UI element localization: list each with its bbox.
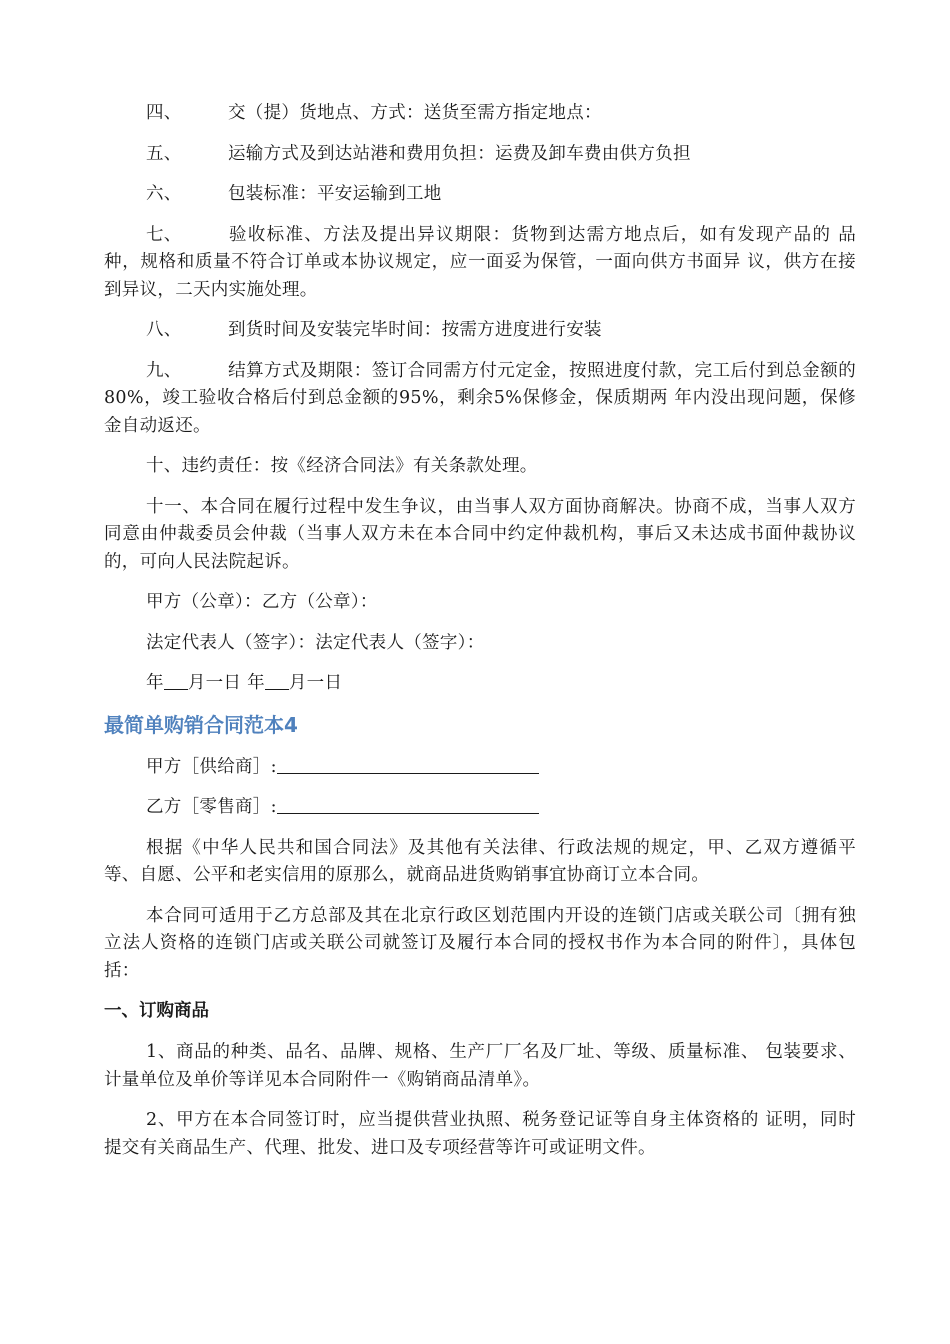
scope-paragraph: 本合同可适用于乙方总部及其在北京行政区划范围内开设的连锁门店或关联公司〔拥有独立法人资格的连锁门店或关联公司就签订及履行本合同的授权书作为本合同的附件〕，具体包括： bbox=[104, 905, 856, 981]
clause-6 bbox=[104, 181, 856, 209]
clause-number: 五、 bbox=[146, 143, 182, 164]
clause-11: 十一、本合同在履行过程中发生争议，由当事人双方面协商解决。协商不成，当事人双方同意由仲裁委员会仲裁（当事人双方未在本合同中约定仲裁机构，事后又未达成书面仲裁协议的，可向人民法院起诉。 bbox=[104, 496, 856, 572]
clause-4 bbox=[104, 100, 856, 128]
blank-line bbox=[277, 755, 539, 774]
date-line bbox=[104, 670, 856, 698]
blank-line bbox=[277, 795, 539, 814]
clause-number: 七、 bbox=[146, 224, 182, 245]
party-a-line bbox=[104, 754, 856, 782]
section-title: 一、订购商品 bbox=[104, 1001, 209, 1021]
date-mid: 月一日 年 bbox=[187, 673, 265, 693]
sub-item-1: 1、商品的种类、品名、品牌、规格、生产厂厂名及厂址、等级、质量标准、 包装要求、计量单位及单价等详见本合同附件一《购销商品清单》。 bbox=[104, 1042, 856, 1090]
clause-5 bbox=[104, 141, 856, 169]
clause-text: 验收标准、方法及提出异议期限：货物到达需方地点后，如有发现产品的 品种，规格和质量不符合订单或本协议规定，应一面妥为保管，一面向供方书面异 议，供方在接到异议，二天内实施处理。 bbox=[104, 224, 856, 300]
clause-text: 运输方式及到达站港和费用负担：运费及卸车费由供方负担 bbox=[228, 143, 691, 164]
clause-7 bbox=[104, 222, 856, 305]
blank-line bbox=[265, 671, 289, 690]
party-a-label: 甲方［供给商］: bbox=[146, 756, 277, 777]
sub-item-2: 2、甲方在本合同签订时，应当提供营业执照、税务登记证等自身主体资格的 证明，同时提交有关商品生产、代理、批发、进口及专项经营等许可或证明文件。 bbox=[104, 1110, 856, 1158]
intro-paragraph: 根据《中华人民共和国合同法》及其他有关法律、行政法规的规定，甲、乙双方遵循平等、自愿、公平和老实信用的原那么，就商品进货购销事宜协商订立本合同。 bbox=[104, 837, 856, 885]
clause-9 bbox=[104, 358, 856, 441]
date-year: 年 bbox=[146, 673, 164, 693]
seal-line: 甲方（公章）：乙方（公章）： bbox=[146, 592, 378, 612]
clause-text: 包装标准：平安运输到工地 bbox=[228, 184, 442, 204]
clause-text: 交（提）货地点、方式：送货至需方指定地点： bbox=[228, 103, 602, 123]
clause-text: 到货时间及安装完毕时间：按需方进度进行安装 bbox=[228, 320, 602, 340]
clause-number: 四、 bbox=[146, 103, 182, 123]
representative-line: 法定代表人（签字）：法定代表人（签字）： bbox=[146, 632, 485, 653]
clause-number: 六、 bbox=[146, 184, 182, 204]
document-page bbox=[104, 100, 856, 1175]
clause-number: 九、 bbox=[146, 360, 182, 381]
party-b-line bbox=[104, 794, 856, 822]
section-heading: 最简单购销合同范本4 bbox=[104, 712, 298, 737]
clause-8 bbox=[104, 317, 856, 345]
party-b-label: 乙方［零售商］: bbox=[146, 797, 277, 817]
clause-number: 八、 bbox=[146, 320, 182, 340]
blank-line bbox=[164, 671, 188, 690]
date-end: 月一日 bbox=[288, 673, 343, 693]
clause-10: 十、违约责任：按《经济合同法》有关条款处理。 bbox=[146, 456, 538, 476]
clause-text: 结算方式及期限：签订合同需方付元定金，按照进度付款，完工后付到总金额的80%，竣工验收合格后付到总金额的95%，剩余5%保修金，保质期两 年内没出现问题，保修金自动返还。 bbox=[104, 360, 856, 436]
